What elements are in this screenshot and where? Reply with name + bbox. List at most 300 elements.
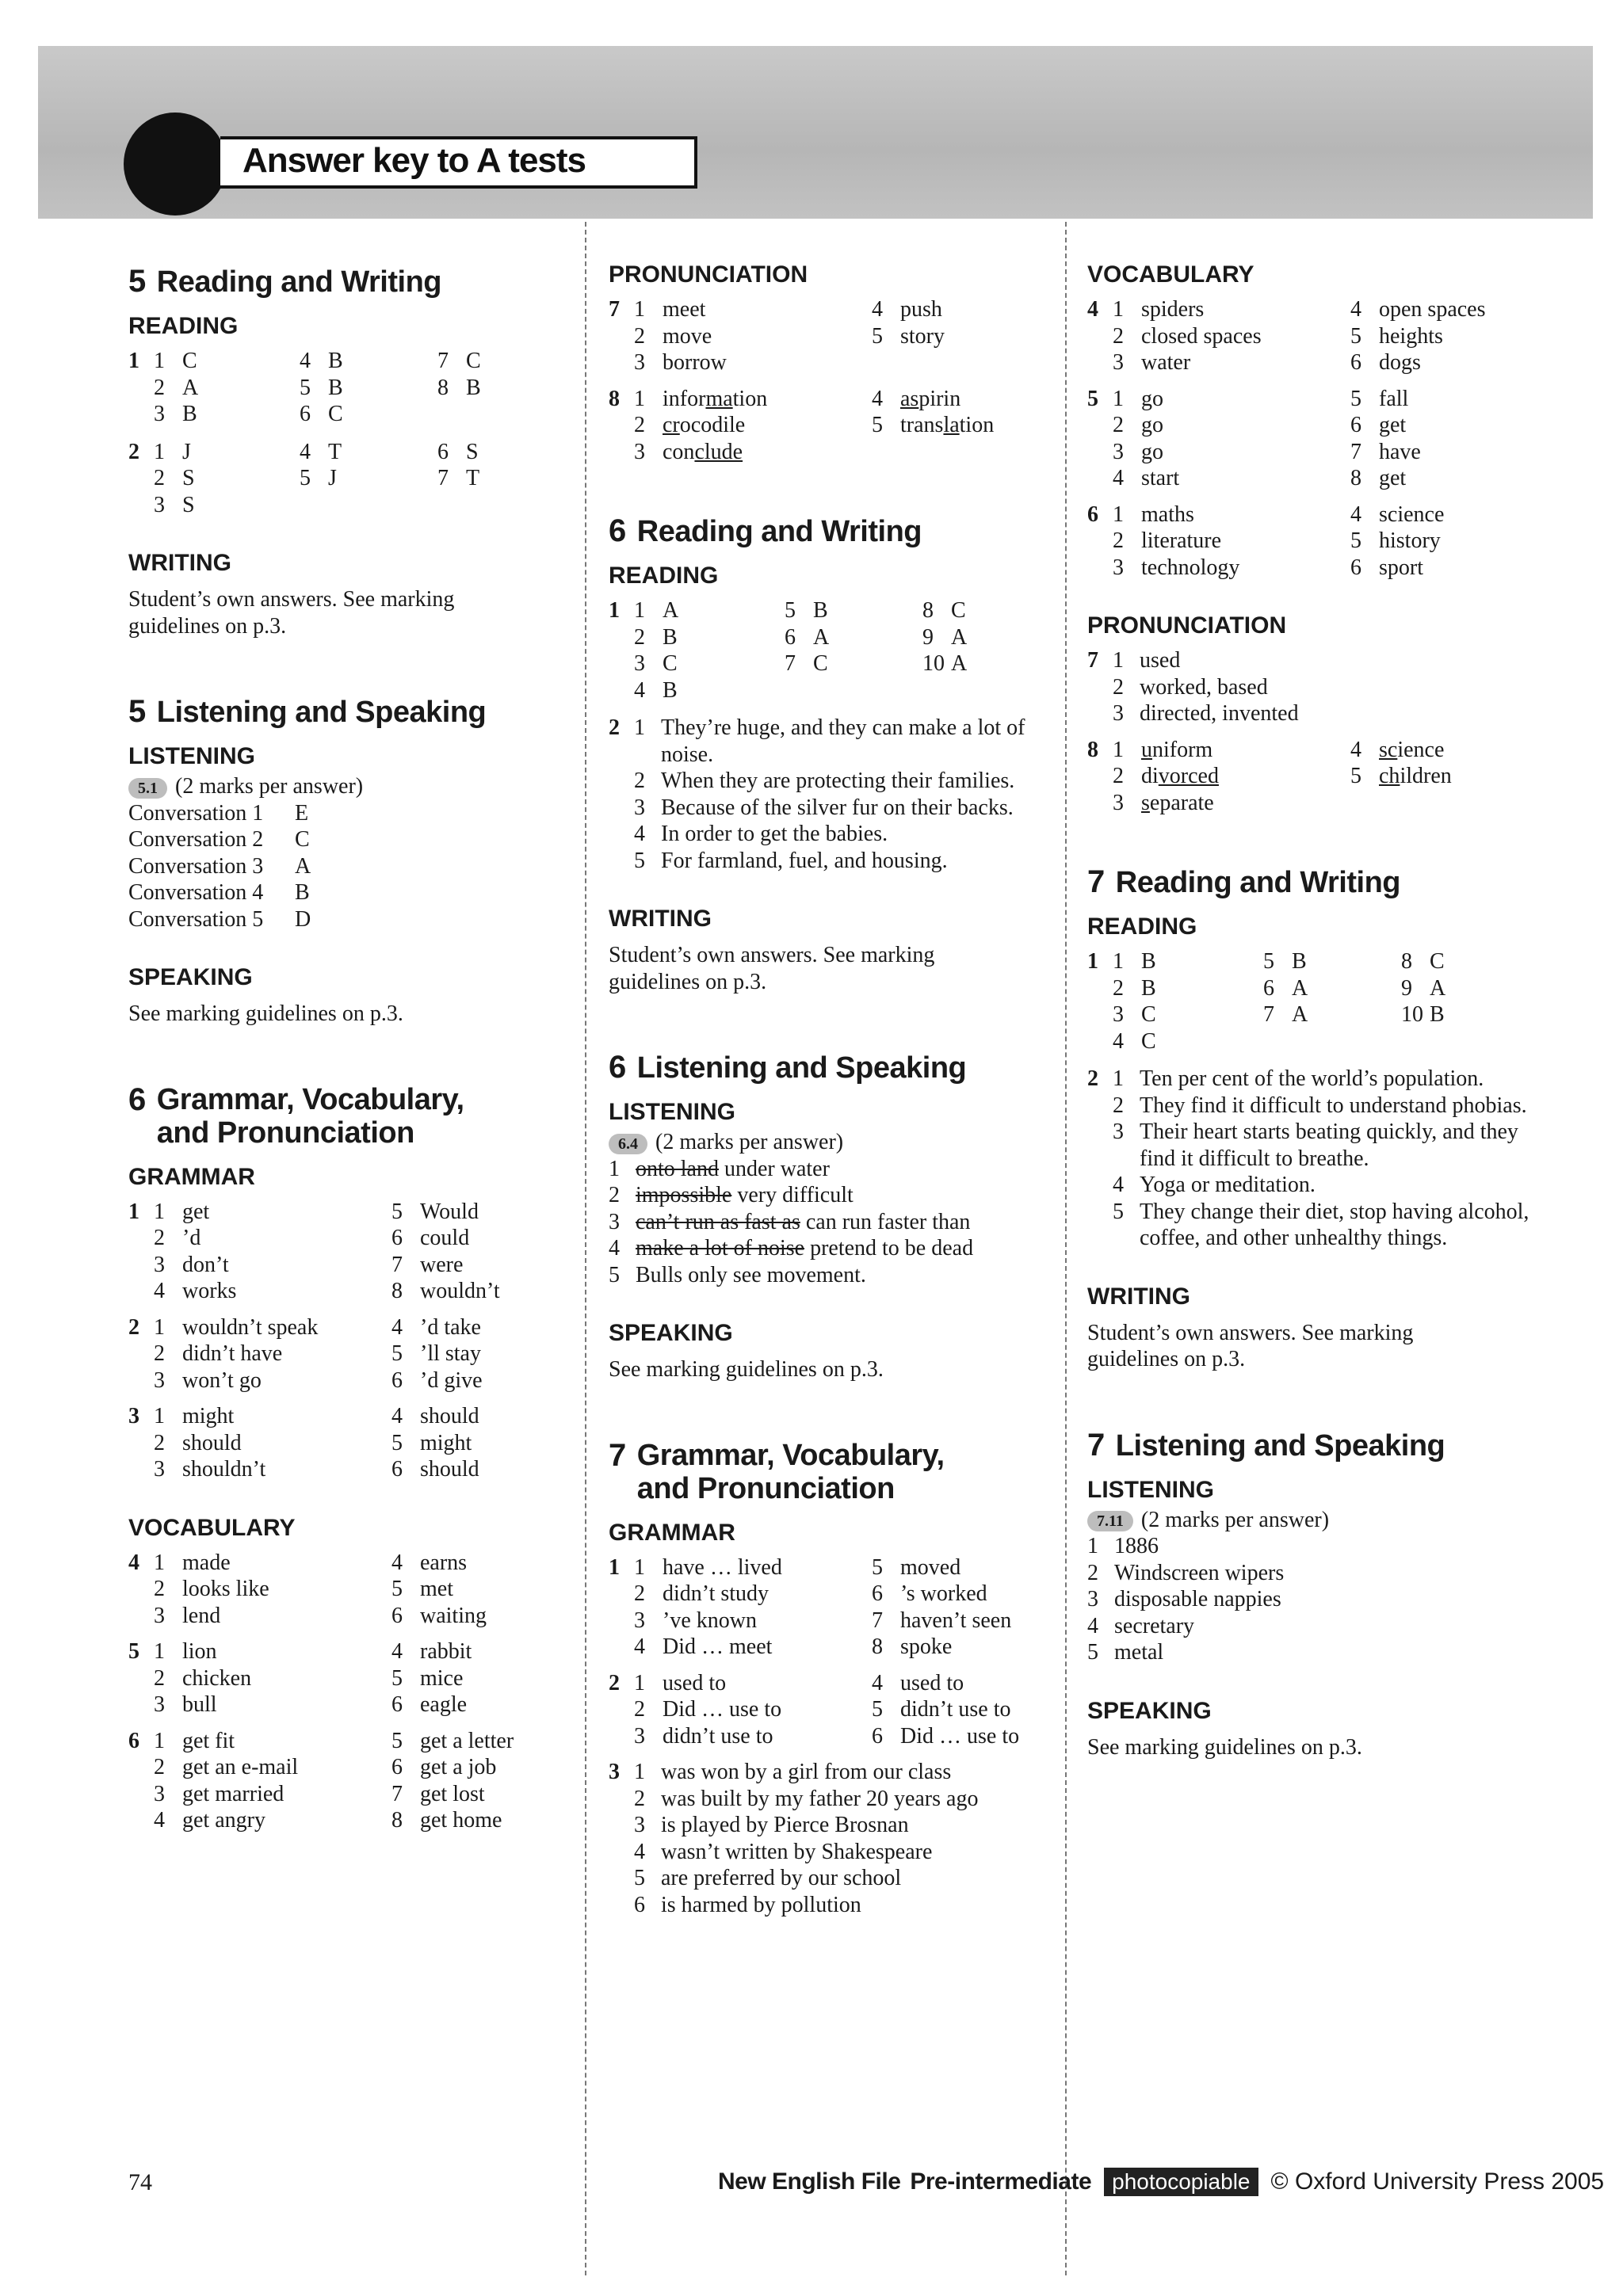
item-answer: fall [1379, 386, 1409, 411]
item-number: 8 [391, 1279, 403, 1303]
question-number: 8 [609, 386, 620, 411]
item-number: 8 [1401, 949, 1412, 974]
conversation-answer: A [295, 853, 311, 879]
stressed-syllable: la [943, 413, 960, 437]
list-item [1087, 1586, 1531, 1613]
item-answer: eagle [420, 1692, 468, 1717]
question-number: 1 [128, 349, 139, 373]
item-answer: B [663, 677, 678, 703]
answer-text: ience [1397, 737, 1445, 762]
answer-item [154, 1252, 391, 1279]
item-answer: B [466, 375, 481, 400]
answer-item [1113, 465, 1350, 492]
stressed-syllable: vorced [1158, 764, 1219, 788]
answer-item [872, 386, 1052, 413]
item-answer [1141, 790, 1350, 817]
answer-grid [154, 1403, 572, 1483]
item-number [437, 492, 466, 519]
item-number: 4 [609, 1236, 620, 1261]
subheading-grammar: GRAMMAR [128, 1163, 255, 1190]
item-number: 1 [154, 439, 165, 464]
answer-question [1087, 386, 1531, 492]
item-answer [900, 412, 1052, 439]
conversation-answer: E [295, 800, 309, 826]
answer-item [634, 597, 785, 624]
audio-track-badge: 5.1 [128, 778, 167, 799]
item-number: 3 [154, 402, 165, 426]
item-answer: Ten per cent of the world’s population. [1140, 1066, 1484, 1091]
item-answer: wouldn’t speak [182, 1314, 319, 1340]
item-number: 5 [872, 1697, 883, 1722]
item-answer: were [420, 1252, 464, 1277]
subheading-reading: READING [609, 563, 719, 589]
item-number: 1 [1113, 386, 1124, 411]
footer [718, 2168, 1604, 2196]
answer-item [634, 1554, 872, 1581]
item-answer: story [900, 323, 945, 349]
answer-item [391, 1403, 572, 1430]
answer-item [154, 1199, 391, 1226]
item-number: 5 [300, 375, 311, 400]
item-number: 1 [634, 1670, 645, 1695]
item-number: 3 [634, 795, 645, 820]
list-item [634, 1786, 1052, 1813]
question-number: 1 [1087, 949, 1098, 974]
correction-text: can run faster than [800, 1209, 971, 1234]
list-item [634, 1865, 1052, 1892]
item-answer: open spaces [1379, 297, 1486, 322]
item-answer: could [420, 1226, 470, 1250]
answer-item [300, 465, 437, 492]
answer-item [154, 1603, 391, 1630]
conversation-row [128, 826, 572, 853]
item-number: 3 [609, 1209, 620, 1234]
item-answer: earns [420, 1550, 468, 1575]
answer-item [785, 677, 922, 704]
answer-question [128, 1550, 572, 1630]
answer-item [154, 1728, 391, 1755]
item-answer: looks like [182, 1577, 269, 1601]
answer-question [609, 715, 1052, 874]
item-answer: A [951, 624, 968, 650]
item-number: 7 [1350, 439, 1361, 464]
item-answer: S [182, 492, 195, 517]
answer-item [154, 401, 300, 428]
item-number: 5 [1263, 949, 1274, 974]
item-answer [636, 1235, 973, 1262]
item-answer: C [1430, 949, 1445, 974]
item-answer: push [900, 297, 942, 322]
answer-item [872, 1696, 1052, 1723]
item-number: 1 [1113, 297, 1124, 322]
item-number: 4 [634, 822, 645, 846]
item-number: 6 [391, 1755, 403, 1779]
answer-grid [154, 1728, 572, 1834]
answer-item [300, 348, 437, 375]
item-number: 2 [634, 1786, 645, 1811]
answer-item [154, 1550, 391, 1577]
answer-item [154, 1781, 391, 1808]
item-answer [900, 386, 1052, 413]
item-number: 3 [154, 1692, 165, 1717]
item-number: 4 [634, 677, 645, 703]
answer-list [634, 715, 1052, 874]
item-answer: didn’t use to [663, 1723, 773, 1749]
item-answer: S [182, 466, 195, 490]
question-number: 4 [1087, 297, 1098, 322]
answer-list [1087, 1533, 1531, 1666]
item-answer: didn’t use to [900, 1697, 1011, 1722]
item-number: 3 [634, 651, 645, 676]
answer-item [634, 624, 785, 651]
answer-grid [1113, 386, 1531, 492]
answer-item [872, 296, 1052, 323]
answer-grid [154, 439, 572, 519]
answer-item [1350, 412, 1531, 439]
item-number: 8 [872, 1634, 883, 1659]
item-number: 1 [1087, 1534, 1098, 1558]
item-answer [663, 386, 872, 413]
answer-item [1113, 296, 1350, 323]
item-answer: Would [420, 1199, 479, 1224]
item-number: 5 [391, 1430, 403, 1455]
item-number: 5 [634, 1866, 645, 1890]
answer-question [128, 348, 572, 428]
item-answer: B [1430, 1002, 1445, 1027]
answer-item [1350, 555, 1531, 582]
item-number: 7 [391, 1781, 403, 1806]
subheading-speaking: SPEAKING [609, 1320, 733, 1346]
item-number: 3 [1113, 555, 1124, 580]
answer-item [634, 439, 872, 466]
item-number: 6 [391, 1457, 403, 1482]
item-answer: should [420, 1457, 479, 1482]
answer-item [634, 296, 872, 323]
answer-item [391, 1367, 572, 1394]
item-answer: C [328, 402, 343, 426]
answer-item [300, 401, 437, 428]
list-item [634, 848, 1052, 875]
list-item [634, 1839, 1052, 1866]
answer-item [922, 624, 1052, 651]
question-number: 1 [128, 1199, 139, 1224]
item-number: 3 [154, 492, 165, 517]
answer-grid [634, 296, 1052, 376]
item-number: 2 [634, 413, 645, 437]
question-number: 5 [128, 1639, 139, 1664]
item-answer [1430, 1028, 1531, 1055]
question-number: 6 [1087, 502, 1098, 527]
item-number: 5 [1350, 764, 1361, 788]
item-answer [900, 439, 1052, 466]
item-number: 4 [1113, 1028, 1124, 1054]
item-number: 5 [785, 598, 796, 623]
item-number: 3 [634, 1608, 645, 1633]
answer-item [391, 1199, 572, 1226]
item-number: 6 [437, 439, 449, 464]
answer-item [300, 439, 437, 466]
item-answer: didn’t have [182, 1341, 283, 1366]
item-answer: A [813, 624, 830, 650]
conversation-row [128, 853, 572, 880]
answer-item [872, 1670, 1052, 1697]
listening-note: 7.11 (2 marks per answer) [1087, 1507, 1531, 1534]
section-heading: 5 Listening and Speaking [128, 694, 487, 729]
list-item [634, 795, 1052, 822]
answer-question [1087, 647, 1531, 727]
item-number: 8 [437, 375, 449, 400]
item-answer: Because of the silver fur on their backs. [661, 795, 1014, 820]
correction-text: pretend to be dead [804, 1236, 974, 1261]
item-answer: shouldn’t [182, 1457, 266, 1482]
writing-answer: Student’s own answers. See marking guidelines on p.3. [1087, 1320, 1414, 1371]
item-answer [466, 401, 572, 428]
item-number: 6 [1350, 413, 1361, 437]
list-item [1087, 1613, 1531, 1640]
item-number: 2 [1113, 413, 1124, 437]
answer-item [922, 650, 1052, 677]
question-number: 2 [609, 715, 620, 740]
answer-grid [154, 1199, 572, 1305]
item-number: 4 [391, 1314, 403, 1340]
item-answer: move [663, 323, 712, 349]
item-number: 2 [154, 1430, 165, 1455]
item-number [872, 439, 900, 466]
question-number: 4 [128, 1550, 139, 1575]
answer-item [1350, 296, 1531, 323]
item-answer [1379, 790, 1531, 817]
item-answer: water [1141, 350, 1191, 375]
item-number: 4 [300, 349, 311, 373]
item-answer: ’ll stay [420, 1341, 481, 1366]
answer-item [1113, 763, 1350, 790]
item-number: 1 [634, 386, 645, 411]
answer-item [437, 375, 572, 402]
answer-item [1350, 502, 1531, 528]
item-answer [663, 412, 872, 439]
item-answer: get an e-mail [182, 1755, 299, 1779]
answer-item [391, 1603, 572, 1630]
question-number: 2 [609, 1670, 620, 1695]
answer-item [1350, 528, 1531, 555]
item-number [437, 401, 466, 428]
answer-item [154, 465, 300, 492]
item-number: 4 [1087, 1613, 1098, 1638]
column-divider-2 [1065, 222, 1067, 2275]
item-answer [663, 439, 872, 466]
answer-item [922, 597, 1052, 624]
answer-item [1350, 349, 1531, 376]
subheading-listening: LISTENING [609, 1099, 736, 1125]
column-divider-1 [585, 222, 586, 2275]
item-answer [636, 1262, 866, 1289]
item-answer: C [1141, 1002, 1156, 1027]
answer-question [1087, 1066, 1531, 1252]
item-answer [636, 1156, 830, 1183]
answer-item [872, 439, 1052, 466]
item-number: 6 [391, 1603, 403, 1628]
item-answer: When they are protecting their families. [661, 769, 1015, 793]
struck-text: onto land [636, 1156, 719, 1181]
item-number: 2 [1113, 323, 1124, 349]
item-answer: ’s worked [900, 1581, 987, 1606]
question-number: 1 [609, 1554, 620, 1580]
list-item [609, 1262, 1052, 1289]
item-answer: might [420, 1430, 472, 1455]
list-item [1113, 1199, 1531, 1252]
item-number [1350, 790, 1379, 817]
answer-item [154, 1367, 391, 1394]
item-number: 5 [391, 1577, 403, 1601]
answer-item [391, 1754, 572, 1781]
answer-item [634, 1723, 872, 1750]
item-answer: C [663, 651, 678, 676]
answer-grid [1113, 502, 1531, 582]
item-answer: get a job [420, 1755, 497, 1779]
item-number: 8 [922, 598, 934, 623]
item-number: 1 [1113, 502, 1124, 527]
answer-text: eparate [1149, 790, 1214, 815]
item-number: 2 [1113, 528, 1124, 553]
answer-item [922, 677, 1052, 704]
answer-item [1113, 349, 1350, 376]
item-answer: get angry [182, 1808, 265, 1833]
footer-book-title: New English File [718, 2168, 901, 2195]
answer-item [1113, 737, 1350, 764]
item-answer: get a letter [420, 1728, 514, 1753]
section-heading: 7 Reading and Writing [1087, 864, 1400, 899]
item-number: 2 [1113, 674, 1124, 700]
answer-grid [634, 1554, 1052, 1661]
answer-item [634, 650, 785, 677]
answer-item [154, 375, 300, 402]
answer-question [128, 1638, 572, 1718]
answer-item [1263, 975, 1401, 1002]
section-heading: 5 Reading and Writing [128, 264, 441, 299]
item-number: 7 [1263, 1002, 1274, 1027]
list-item [634, 1812, 1052, 1839]
item-answer: get fit [182, 1728, 235, 1753]
item-number: 1 [1113, 648, 1124, 673]
answer-question [609, 1670, 1052, 1750]
list-item [1113, 674, 1531, 701]
answer-item [154, 348, 300, 375]
answer-item [1401, 1028, 1531, 1055]
item-number: 4 [154, 1808, 165, 1833]
item-answer: is played by Pierce Brosnan [661, 1813, 909, 1837]
correction-text: Bulls only see movement. [636, 1262, 866, 1287]
item-answer: J [328, 466, 337, 490]
item-answer: start [1141, 466, 1180, 490]
item-number: 4 [872, 386, 883, 411]
correction-text: under water [719, 1156, 830, 1181]
conversation-row [128, 906, 572, 933]
question-number: 5 [1087, 386, 1098, 411]
section-heading: 7 Listening and Speaking [1087, 1427, 1445, 1463]
answer-question [1087, 1533, 1531, 1666]
column-middle [609, 261, 1052, 1918]
item-number: 3 [1113, 439, 1124, 464]
answer-item [1113, 412, 1350, 439]
item-number: 7 [872, 1608, 883, 1633]
item-number: 2 [1113, 764, 1124, 788]
answer-item [1113, 1028, 1263, 1055]
item-answer: B [328, 349, 343, 373]
item-number: 1 [1113, 949, 1124, 974]
conversation-label: Conversation 3 [128, 853, 264, 879]
answer-question [1087, 737, 1531, 817]
struck-text: can’t run as fast as [636, 1209, 800, 1234]
item-number: 4 [391, 1550, 403, 1575]
item-answer: science [1379, 502, 1445, 527]
item-number: 2 [634, 769, 645, 793]
writing-answer: Student’s own answers. See marking guidelines on p.3. [609, 943, 935, 994]
item-answer: was won by a girl from our class [661, 1760, 952, 1784]
item-answer: A [663, 598, 679, 623]
answer-text: tion [959, 413, 995, 437]
answer-text: niform [1152, 737, 1213, 762]
item-number: 1 [634, 1554, 645, 1580]
answer-item [1263, 948, 1401, 975]
subheading-listening: LISTENING [1087, 1476, 1215, 1503]
answer-item [1263, 1028, 1401, 1055]
answer-item [1113, 790, 1350, 817]
item-answer: was built by my father 20 years ago [661, 1786, 979, 1811]
answer-item [391, 1430, 572, 1457]
answer-item [300, 375, 437, 402]
item-answer: spoke [900, 1634, 953, 1659]
answer-item [1113, 1001, 1263, 1028]
conversation-label: Conversation 5 [128, 906, 264, 932]
item-answer: get [1379, 466, 1407, 490]
item-number: 5 [391, 1728, 403, 1753]
item-number: 2 [1087, 1560, 1098, 1585]
item-answer: T [328, 439, 342, 464]
item-number: 4 [1350, 297, 1361, 322]
answer-item [437, 401, 572, 428]
item-number: 6 [634, 1892, 645, 1917]
answer-grid [1113, 296, 1531, 376]
answer-question [609, 597, 1052, 704]
answer-item [1113, 948, 1263, 975]
item-answer: lend [182, 1603, 221, 1628]
correction-text: very difficult [731, 1183, 854, 1207]
item-answer: C [1141, 1028, 1156, 1054]
item-number: 2 [154, 466, 165, 490]
item-answer: is harmed by pollution [661, 1892, 861, 1917]
subheading-speaking: SPEAKING [128, 964, 253, 990]
item-number: 5 [634, 848, 645, 873]
answer-item [1113, 439, 1350, 466]
item-answer: technology [1141, 555, 1240, 580]
item-answer [951, 677, 1052, 704]
item-answer: used to [663, 1670, 727, 1695]
answer-item [391, 1314, 572, 1341]
item-answer: heights [1379, 323, 1443, 349]
item-answer: A [1292, 1002, 1308, 1027]
item-number: 3 [634, 1723, 645, 1749]
item-number [1401, 1028, 1430, 1055]
answer-question [609, 1759, 1052, 1918]
item-answer: B [663, 624, 678, 650]
item-answer: met [420, 1577, 453, 1601]
item-answer: They’re huge, and they can make a lot of noise. [661, 715, 1025, 767]
stressed-syllable: ch [1379, 764, 1400, 788]
subheading-vocabulary: VOCABULARY [1087, 261, 1254, 288]
answer-item [872, 412, 1052, 439]
answer-grid [634, 1670, 1052, 1750]
subheading-vocabulary: VOCABULARY [128, 1514, 296, 1541]
